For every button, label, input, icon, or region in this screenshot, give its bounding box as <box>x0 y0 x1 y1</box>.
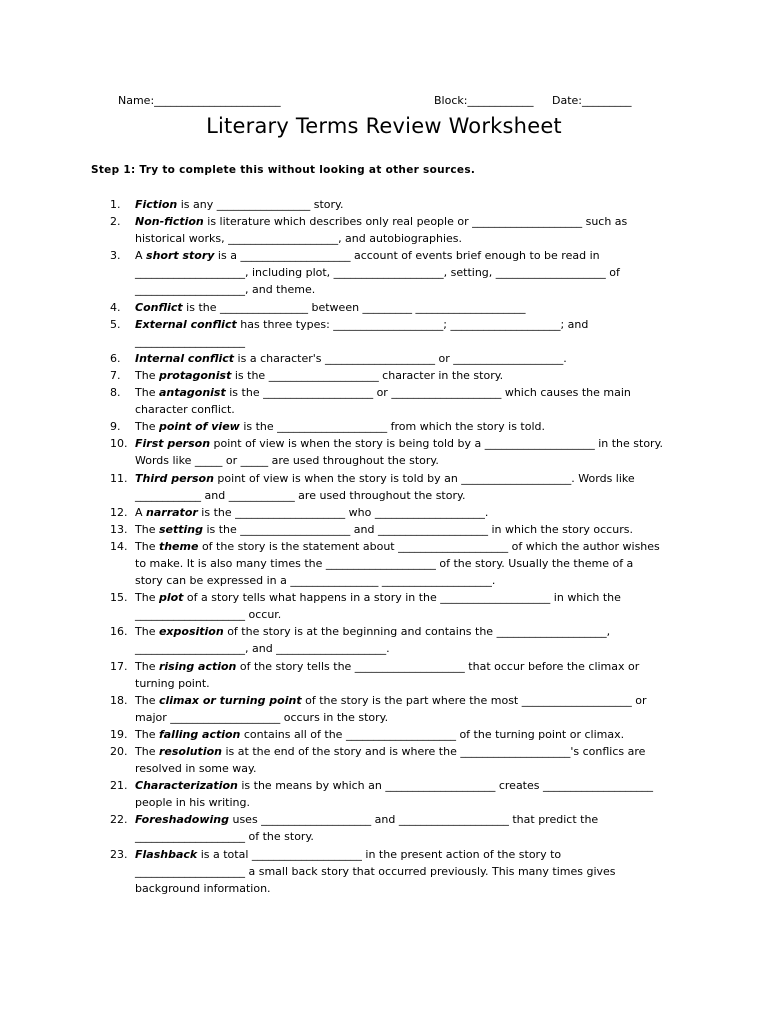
item-text: is literature which describes only real people or ____________________ such as historical works, ____________________, and autobiographies. <box>135 215 628 246</box>
term-keyword: Third person <box>135 471 214 485</box>
item-number: 19. <box>110 727 128 741</box>
term-keyword: External conflict <box>135 317 237 331</box>
list-item <box>0 196 663 213</box>
item-text: point of view is when the story is told by an ____________________. Words like ____________ and ____________ are used throughout the story. <box>135 471 635 502</box>
item-text: is the ____________________ and ____________________ in which the story occurs. <box>202 522 633 536</box>
item-number: 17. <box>110 659 128 673</box>
item-number: 20. <box>110 745 128 758</box>
item-text: is a ____________________ account of events brief enough to be read in ____________________, including plot, ____________________, setting, ____________________ of ____________________, and theme. <box>135 249 620 297</box>
list-item <box>0 384 663 418</box>
item-text: is the ________________ between _________ ____________________ <box>182 300 526 314</box>
item-text: A <box>135 249 147 263</box>
term-keyword: plot <box>158 591 184 605</box>
item-text: The <box>135 539 159 553</box>
term-keyword: exposition <box>158 625 224 639</box>
term-keyword: short story <box>146 249 215 263</box>
item-text: is the ____________________ from which the story is told. <box>239 420 546 434</box>
name-label: Name: <box>118 94 155 107</box>
date-field <box>552 94 632 107</box>
item-number: 23. <box>110 847 128 861</box>
list-item <box>0 299 663 316</box>
item-number: 22. <box>110 813 128 827</box>
term-keyword: antagonist <box>158 386 226 400</box>
item-text: of the story is the part where the most ____________________ or major ____________________ occurs in the story. <box>135 693 647 724</box>
item-text: The <box>135 591 159 605</box>
item-number: 21. <box>110 779 128 793</box>
date-label: Date: <box>552 94 582 107</box>
list-item <box>0 247 663 298</box>
item-text: is the ____________________ who ____________________. <box>197 505 489 519</box>
list-item <box>0 811 663 845</box>
item-text: The <box>135 693 159 707</box>
list-item <box>0 726 663 743</box>
item-text: The <box>135 386 159 400</box>
header-row <box>118 94 678 110</box>
term-keyword: narrator <box>146 505 198 519</box>
list-item <box>0 623 663 657</box>
item-number: 18. <box>110 693 128 707</box>
term-keyword: First person <box>135 437 211 451</box>
item-text: is the ____________________ or ____________________ which causes the main character conflict. <box>135 386 631 417</box>
item-text: The <box>135 625 159 639</box>
item-number: 13. <box>110 522 128 536</box>
term-keyword: Flashback <box>135 847 198 861</box>
page-title: Literary Terms Review Worksheet <box>206 114 562 138</box>
item-text: of the story is at the beginning and contains the ____________________, ____________________, and ____________________. <box>135 625 611 656</box>
list-item <box>0 470 663 504</box>
terms-list <box>0 196 768 897</box>
term-keyword: theme <box>158 539 199 553</box>
item-number: 9. <box>110 420 121 434</box>
item-number: 5. <box>110 317 121 331</box>
term-keyword: setting <box>158 522 203 536</box>
list-item <box>0 213 663 247</box>
item-text: The <box>135 368 159 382</box>
item-text: point of view is when the story is being told by a ____________________ in the story. Words like _____ or _____ are used throughout the story. <box>135 437 664 468</box>
item-text: The <box>135 659 159 673</box>
term-keyword: climax or turning point <box>158 693 302 707</box>
item-text: is a total ____________________ in the present action of the story to ____________________ a small back story that occurred previously. This many times gives background information. <box>135 847 616 895</box>
list-item <box>0 435 663 469</box>
item-text: The <box>135 420 159 434</box>
block-field <box>434 94 533 107</box>
list-item <box>0 521 663 538</box>
term-keyword: falling action <box>158 727 241 741</box>
item-text: of the story tells the ____________________ that occur before the climax or turning point. <box>135 659 640 690</box>
term-keyword: Non-fiction <box>135 215 204 229</box>
item-number: 4. <box>110 300 121 314</box>
term-keyword: protagonist <box>158 368 232 382</box>
block-blank: ____________ <box>467 94 534 107</box>
list-item <box>0 316 663 350</box>
term-keyword: Internal conflict <box>135 351 235 365</box>
item-number: 1. <box>110 198 121 211</box>
list-item <box>0 846 663 897</box>
name-field <box>118 94 281 107</box>
list-item <box>0 777 663 811</box>
list-item <box>0 743 663 777</box>
item-number: 15. <box>110 591 128 605</box>
item-number: 6. <box>110 351 121 365</box>
item-number: 11. <box>110 471 128 485</box>
item-text: is the means by which an ____________________ creates ____________________ people in his writing. <box>135 779 653 810</box>
item-text: contains all of the ____________________ of the turning point or climax. <box>240 727 625 741</box>
list-item <box>0 504 663 521</box>
item-number: 16. <box>110 625 128 639</box>
step-instruction: Step 1: Try to complete this without looking at other sources. <box>91 164 476 176</box>
item-text: is the ____________________ character in the story. <box>231 368 504 382</box>
item-number: 8. <box>110 386 121 400</box>
name-blank: _______________________ <box>154 94 281 107</box>
term-keyword: Characterization <box>135 779 238 793</box>
list-item <box>0 418 663 435</box>
item-number: 2. <box>110 215 121 229</box>
list-item <box>0 350 663 367</box>
item-text: uses ____________________ and ____________________ that predict the ____________________ of the story. <box>135 813 599 844</box>
term-keyword: resolution <box>158 745 222 758</box>
list-item <box>0 658 663 692</box>
list-item <box>0 589 663 623</box>
term-keyword: rising action <box>158 659 237 673</box>
block-label: Block: <box>434 94 468 107</box>
date-blank: _________ <box>582 94 632 107</box>
item-number: 12. <box>110 505 128 519</box>
item-text: is at the end of the story and is where the ____________________'s conflics are resolved in some way. <box>135 745 646 776</box>
term-keyword: point of view <box>158 420 240 434</box>
list-item <box>0 538 663 589</box>
item-text: The <box>135 522 159 536</box>
list-item <box>0 367 663 384</box>
item-number: 14. <box>110 539 128 553</box>
item-text: The <box>135 745 159 758</box>
item-text: A <box>135 505 147 519</box>
item-text: has three types: ____________________; ____________________; and ____________________ <box>135 317 589 348</box>
item-text: is any _________________ story. <box>177 198 344 211</box>
item-text: The <box>135 727 159 741</box>
item-text: is a character's ____________________ or ____________________. <box>234 351 567 365</box>
item-text: of the story is the statement about ____________________ of which the author wishes to make. It is also many times the ____________________ of the story. Usually the theme of a story can be expressed in a ________________ ____________________. <box>135 539 660 588</box>
list-item <box>0 692 663 726</box>
term-keyword: Conflict <box>135 300 183 314</box>
term-keyword: Fiction <box>135 198 178 211</box>
item-number: 10. <box>110 437 128 451</box>
item-number: 7. <box>110 368 121 382</box>
item-number: 3. <box>110 249 121 263</box>
term-keyword: Foreshadowing <box>135 813 229 827</box>
item-text: of a story tells what happens in a story in the ____________________ in which the ____________________ occur. <box>135 591 621 622</box>
